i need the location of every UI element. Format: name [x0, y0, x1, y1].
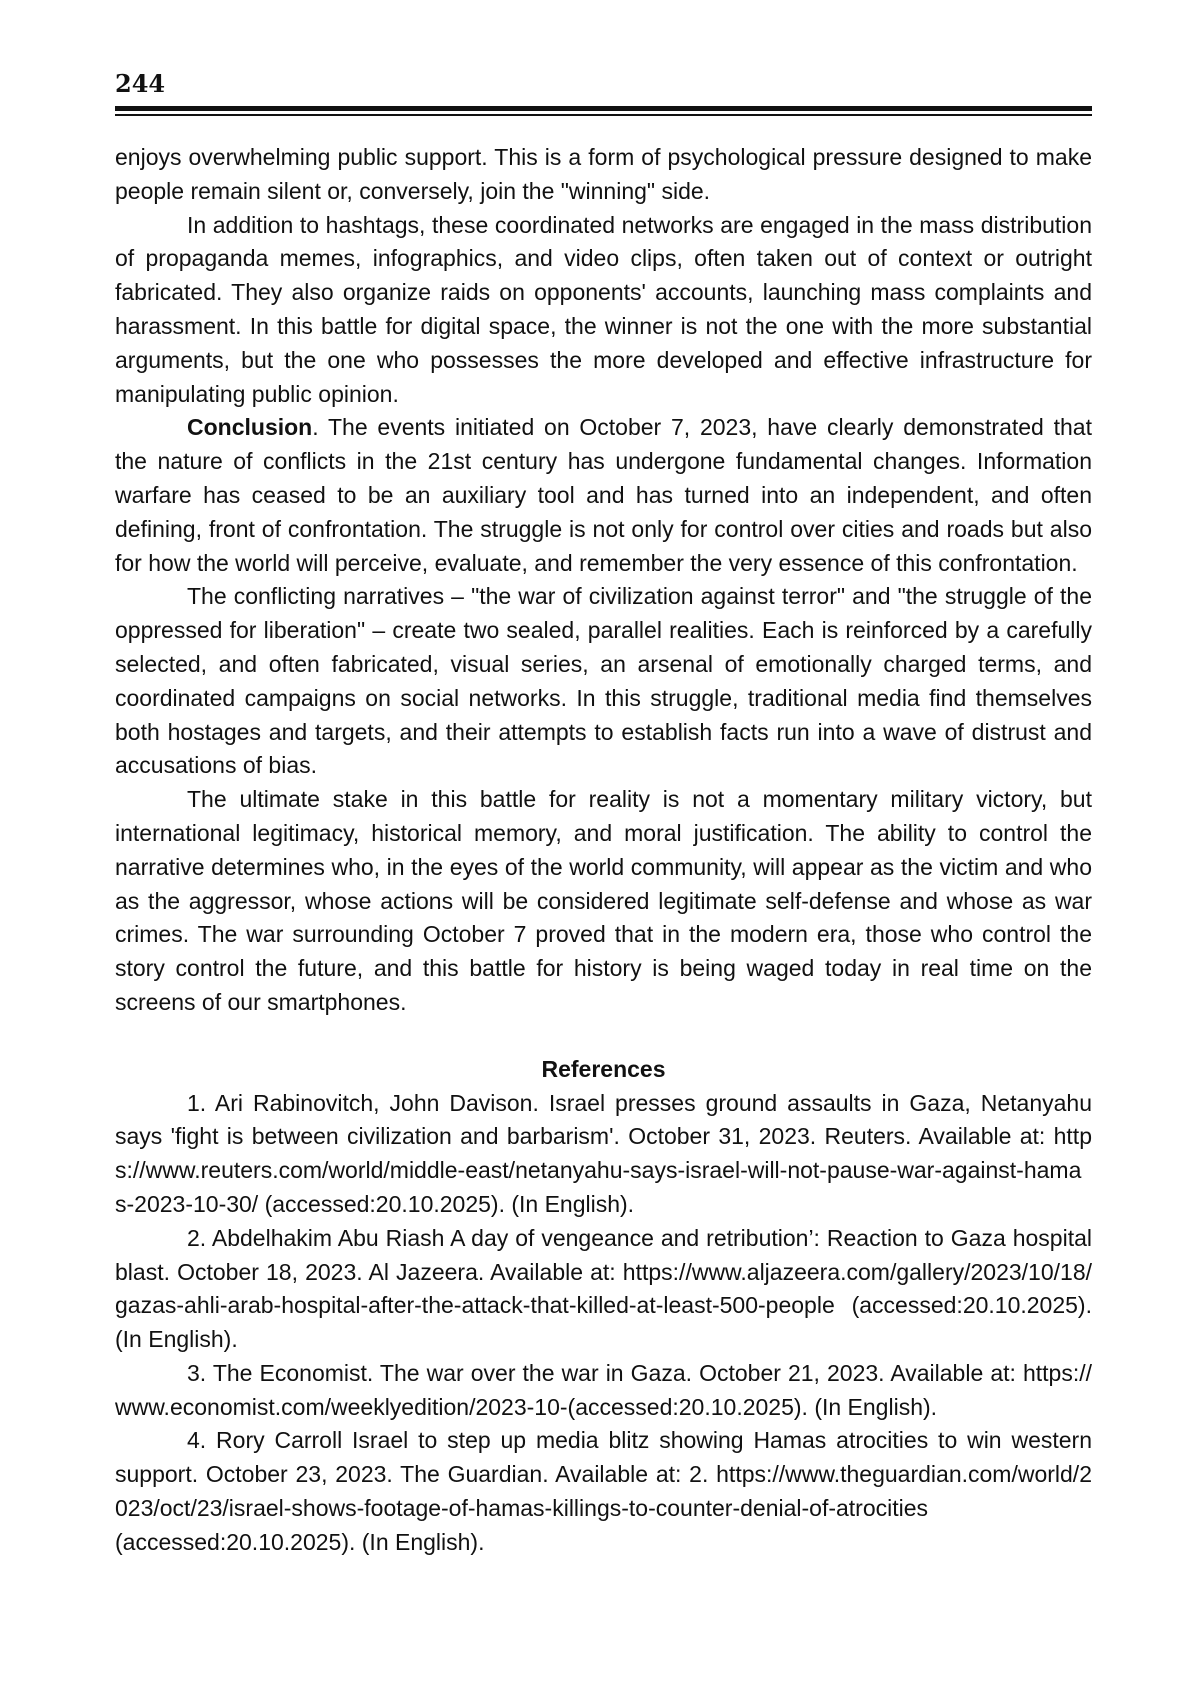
reference-accessed: (accessed:20.10.2025). (In English). [258, 1190, 635, 1217]
reference-text: 3. The Economist. The war over the war in Gaza. October 21, 2023. Available at: [187, 1359, 1023, 1386]
reference-text: 2. Abdelhakim Abu Riash A day of vengeance and retribution’: Reaction to Gaza hospital blast. October 18, 2023. Al Jazeera. Available at: [115, 1224, 1092, 1285]
paragraph-continuation: enjoys overwhelming public support. This is a form of psychological pressure designed to make people remain silent or, conversely, join the "winning" side. [115, 144, 1092, 204]
paragraph-ultimate-stake: The ultimate stake in this battle for reality is not a momentary military victory, but international legitimacy, historical memory, and moral justification. The ability to control the narrative determines who, in the eyes of the world community, will appear as the victim and who as the aggressor, whose actions will be considered legitimate self-defense and whose as war crimes. The war surrounding October 7 proved that in the modern era, those who control the story control the future, and this battle for history is being waged today in real time on the screens of our smartphones. [115, 786, 1092, 1015]
paragraph-hashtags: In addition to hashtags, these coordinated networks are engaged in the mass distribution of propaganda memes, infographics, and video clips, often taken out of context or outright fabricated. They also organize raids on opponents' accounts, launching mass complaints and harassment. In this battle for digital space, the winner is not the one with the more substantial arguments, but the one who possesses the more developed and effective infrastructure for manipulating public opinion. [115, 211, 1092, 407]
reference-item [115, 1424, 1092, 1559]
paragraph-conclusion [115, 411, 1092, 580]
reference-accessed: (accessed:20.10.2025). (In English). [567, 1393, 938, 1420]
reference-item [115, 1087, 1092, 1222]
page-number: 244 [115, 69, 166, 98]
body-text [115, 141, 1092, 1560]
reference-url[interactable]: https://www.aljazeera.com/gallery/2023/10/18/gazas-ahli-arab-hospital-after-the-attack-that-killed-at-least-500-people [115, 1258, 1092, 1319]
reference-text: 4. Rory Carroll Israel to step up media blitz showing Hamas atrocities to win western support. October 23, 2023. The Guardian. Available at: 2. [115, 1427, 1092, 1488]
header-rule-thick [115, 106, 1092, 111]
paragraph-narratives: The conflicting narratives – "the war of civilization against terror" and "the struggle of the oppressed for liberation" – create two sealed, parallel realities. Each is reinforced by a carefully selected, and often fabricated, visual series, an arsenal of emotionally charged terms, and coordinated campaigns on social networks. In this struggle, traditional media find themselves both hostages and targets, and their attempts to establish facts run into a wave of distrust and accusations of bias. [115, 583, 1092, 779]
header-rule-thin [115, 114, 1092, 116]
reference-url[interactable]: https://www.economist.com/weeklyedition/2023-10- [115, 1359, 1092, 1420]
reference-text: 1. Ari Rabinovitch, John Davison. Israel presses ground assaults in Gaza, Netanyahu says 'fight is between civilization and barbarism'. October 31, 2023. Reuters. Available at: [115, 1089, 1092, 1150]
references-heading: References [541, 1055, 666, 1082]
reference-item [115, 1222, 1092, 1357]
reference-accessed: (accessed:20.10.2025). (In English). [115, 1292, 1092, 1353]
conclusion-text: . The events initiated on October 7, 2023, have clearly demonstrated that the nature of conflicts in the 21st century has undergone fundamental changes. Information warfare has ceased to be an auxiliary tool and has turned into an independent, and often defining, front of confrontation. The struggle is not only for control over cities and roads but also for how the world will perceive, evaluate, and remember the very essence of this confrontation. [115, 414, 1092, 576]
reference-url[interactable]: https://www.reuters.com/world/middle-east/netanyahu-says-israel-will-not-pause-war-against-hamas-2023-10-30/ [115, 1123, 1092, 1217]
reference-accessed: (accessed:20.10.2025). (In English). [115, 1528, 485, 1555]
conclusion-lead: Conclusion [187, 414, 313, 441]
reference-url[interactable]: https://www.theguardian.com/world/2023/oct/23/israel-shows-footage-of-hamas-killings-to-counter-denial-of-atrocities [115, 1461, 1092, 1522]
reference-item [115, 1357, 1092, 1425]
